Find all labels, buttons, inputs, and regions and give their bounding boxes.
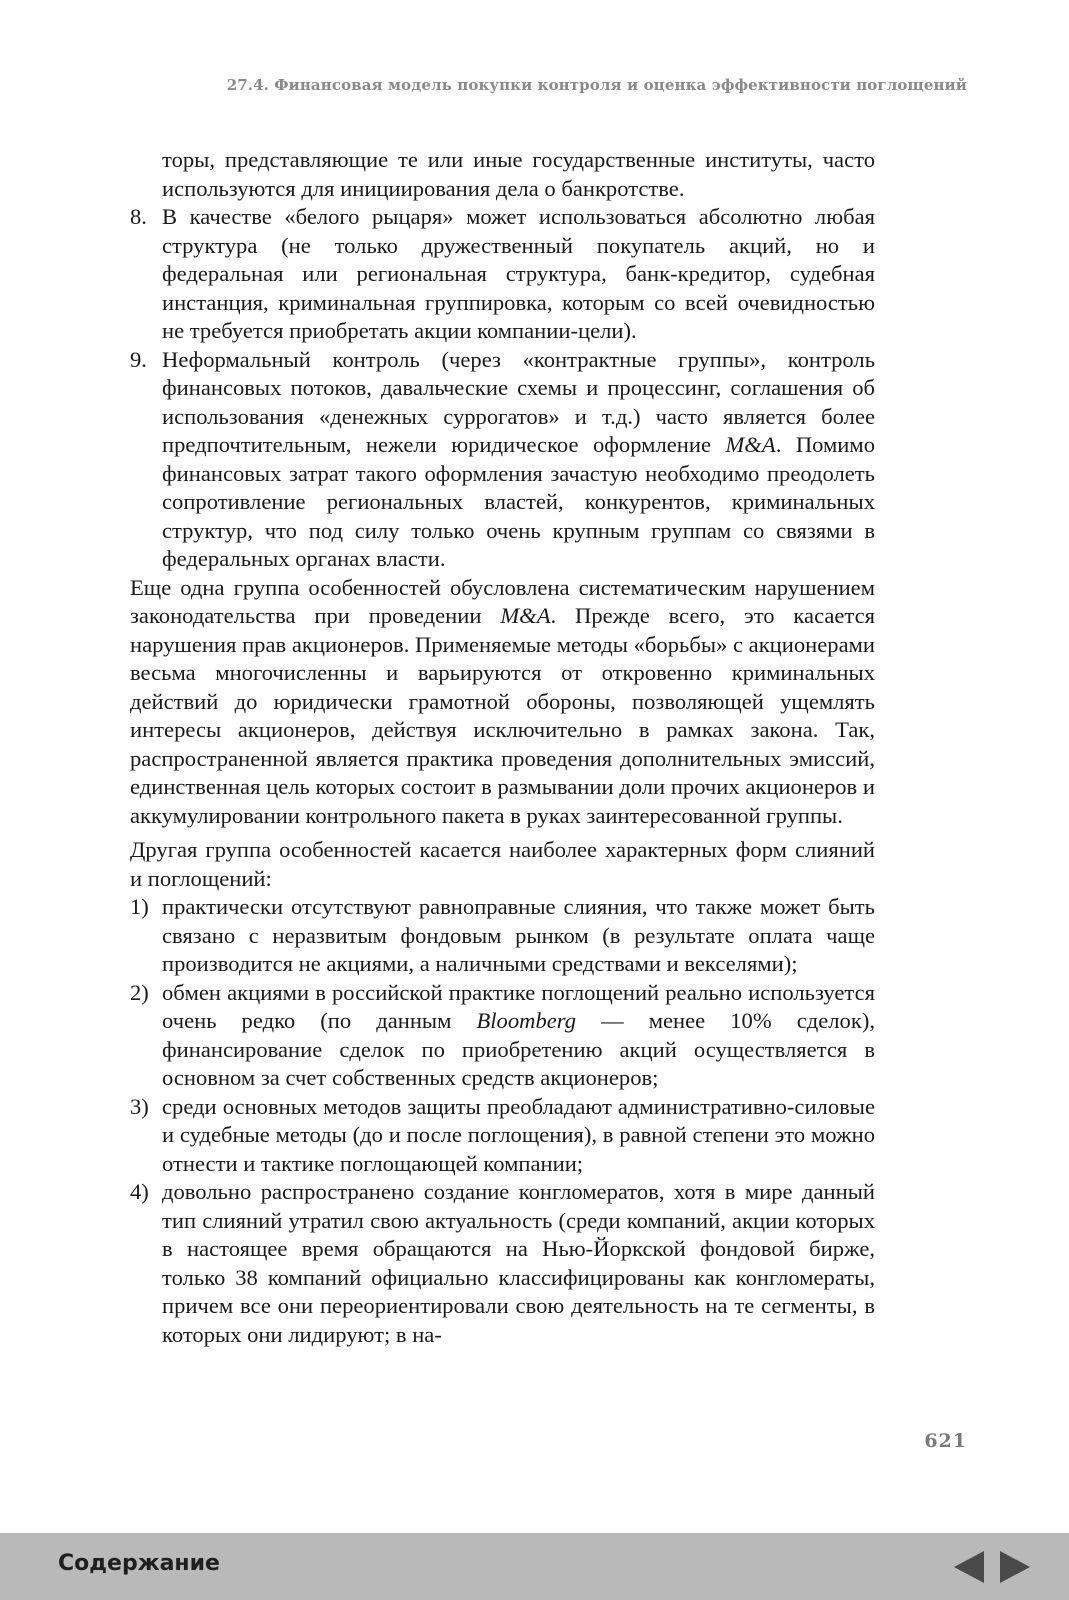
page-number: 621 [924, 1430, 967, 1452]
list-item-2 [130, 979, 875, 1093]
paragraph-forms: Другая группа особенностей касается наиболее характерных форм слияний и поглощений: [130, 837, 875, 891]
text-segment: Еще одна группа особенностей обусловлена систематическим нарушением законодательства при проведении [130, 574, 875, 628]
list-number: 4) [130, 1179, 149, 1204]
text-segment: . Прежде всего, это касается нарушения прав акционеров. Применяемые методы «борьбы» с акционерами весьма многочисленны и варьируются от откровенно криминальных действий до юридически грамотной обороны, позволяющей ущемлять интересы акционеров, действуя исключительно в рамках закона. Так, распространенной является практика проведения дополнительных эмиссий, единственная цель которых состоит в размывании доли прочих акционеров и аккумулировании контрольного пакета в руках заинтересованной группы. [130, 603, 875, 828]
text-segment: обмен акциями в российской практике поглощений реально используется очень редко (по данным [162, 979, 875, 1033]
page-content [130, 146, 875, 1349]
list-text [162, 979, 875, 1093]
list-number: 9. [130, 346, 147, 372]
ma-term: M&A [725, 432, 776, 457]
ma-term: M&A [500, 603, 551, 628]
triangle-left-icon[interactable] [954, 1551, 984, 1583]
text-segment: — менее 10% сделок), финансирование сделок по приобретению акций осуществляется в основном за счет собственных средств акционеров; [162, 1008, 875, 1090]
text-segment: Неформальный контроль (через «контрактные группы», контроль финансовых потоков, давальческие схемы и процессинг, соглашения об использования «денежных суррогатов» и т.д.) часто является более предпочтительным, нежели юридическое оформление [162, 346, 875, 457]
triangle-right-icon[interactable] [1000, 1551, 1030, 1583]
list-continuation: торы, представляющие те или иные государственные институты, часто используются для инициирования дела о банкротстве. [162, 147, 875, 201]
toc-link[interactable]: Содержание [58, 1551, 220, 1576]
list-number: 3) [130, 1093, 149, 1119]
list-number: 8. [130, 204, 147, 229]
list-text: среди основных методов защиты преобладают административно-силовые и судебные методы (до и после поглощения), в равной степени это можно отнести и тактике поглощающей компании; [162, 1093, 875, 1176]
list-text [162, 346, 875, 574]
list-text: В качестве «белого рыцаря» может использоваться абсолютно любая структура (не только дружественный покупатель акций, но и федеральная или региональная структура, банк-кредитор, судебная инстанция, криминальная группировка, которым со всей очевидностью не требуется приобретать акции компании-цели). [162, 204, 875, 343]
list-text: практически отсутствуют равноправные слияния, что также может быть связано с неразвитым фондовым рынком (в результате оплата чаще производится не акциями, а наличными средствами и векселями); [162, 894, 875, 976]
list-item-8 [130, 203, 875, 346]
navigation-bar [0, 1533, 1069, 1600]
list-item-9 [130, 346, 875, 574]
text-segment: . Помимо финансовых затрат такого оформления зачастую необходимо преодолеть сопротивление региональных властей, конкурентов, криминальных структур, что под силу только очень крупным группам со связями в федеральных органах власти. [162, 432, 875, 571]
list-number: 2) [130, 979, 149, 1005]
paragraph-violations [130, 574, 875, 831]
list-item-4 [130, 1178, 875, 1349]
running-header: 27.4. Финансовая модель покупки контроля и оценка эффективности поглощений [226, 76, 967, 94]
list-number: 1) [130, 894, 149, 919]
list-item-3 [130, 1093, 875, 1179]
source-name: Bloomberg [476, 1008, 577, 1033]
list-text: довольно распространено создание конгломератов, хотя в мире данный тип слияний утратил свою актуальность (среди компаний, акции которых в настоящее время обращаются на Нью-Йоркской фондовой бирже, только 38 компаний официально классифицированы как конгломераты, причем все они переориентировали свою деятельность на те сегменты, в которых они лидируют; в на- [162, 1179, 875, 1347]
list-item-1 [130, 893, 875, 979]
